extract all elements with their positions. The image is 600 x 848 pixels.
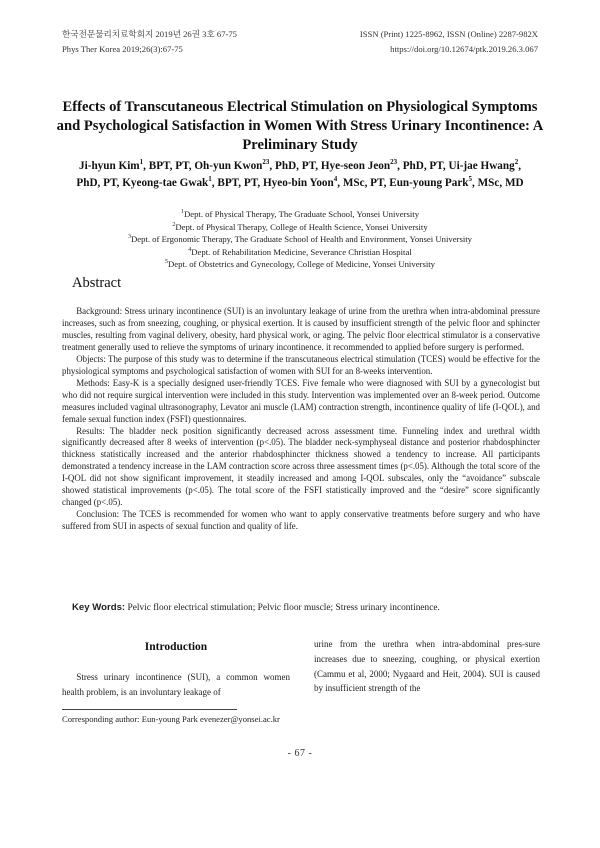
author-name: Hyeo-bin Yoon (262, 176, 334, 189)
author-affiliation-mark: 5 (468, 174, 473, 183)
affiliation (60, 258, 540, 271)
author-degrees: , MSc, MD (472, 176, 524, 189)
introduction-left-column (62, 670, 290, 700)
author (122, 174, 263, 189)
author-degrees: , BPT, PT, (143, 160, 195, 172)
introduction-right-text: urine from the urethra when intra-abdominal pres-sure increases due to sneezing, coughing, or physical exertion (Cammu et al, 2000; Nygaard and Heit, 2004). SUI is caused by insufficient strength of the (314, 639, 540, 694)
introduction-right-column (314, 637, 540, 696)
author-name: Eun-young Park (389, 176, 469, 189)
abstract-results: Results: The bladder neck position significantly decreased across assessment time. Funneling index and urethral width significantly decreased after 8 weeks of intervention (p<.05). The bladder neck-symphyseal distance and posterior rhabdosphincter thickness statistically increased and the anterior rhabdosphincter thickness showed a tendency to increase. All participants demonstrated a tendency increase in the LAM contraction score across three assessment times (p<.05). Although the total score of the I-QOL did not show significant improvement, it steadily increased and among I-QOL subscales, only the “avoidance” subscale showed statistical improvements (p<.05). The total score of the FSFI statistically improved and the “desire” score significantly changed (p<.05). (62, 425, 540, 508)
author-affiliation-mark: 2 (514, 158, 519, 166)
affiliation-text: Dept. of Physical Therapy, The Graduate School, Yonsei University (183, 209, 420, 219)
abstract-heading: Abstract (72, 275, 122, 291)
author-degrees: , BPT, PT, (211, 176, 263, 189)
keywords-text: Pelvic floor electrical stimulation; Pelvic floor muscle; Stress urinary incontinence. (125, 603, 440, 613)
journal-korean-citation: 한국전문물리치료학회지 2019년 26권 3호 67-75 (62, 29, 237, 39)
affiliation (60, 233, 540, 246)
affiliation (60, 208, 540, 221)
abstract-objects: Objects: The purpose of this study was to determine if the transcutaneous electrical stimulation (TCES) would be effective for the physiological symptoms and psychological satisfaction of women with SUI for an 8-weeks intervention. (62, 353, 540, 376)
author (194, 160, 320, 172)
affiliation-mark: 2 (172, 221, 176, 228)
introduction-left-text: Stress urinary incontinence (SUI), a common women health problem, is an involuntary leakage of (62, 672, 290, 697)
author-affiliation-mark: 23 (262, 158, 270, 166)
doi-link[interactable]: https://doi.org/10.12674/ptk.2019.26.3.067 (390, 43, 538, 54)
author-list (70, 158, 530, 191)
affiliation (60, 246, 540, 259)
abstract-body (62, 306, 540, 533)
paper-title: Effects of Transcutaneous Electrical Stimulation on Physiological Symptoms and Psychological Satisfaction in Women With Stress Urinary Incontinence: A Preliminary Study (56, 99, 544, 153)
affiliation-mark: 5 (164, 259, 168, 266)
author-degrees: , PhD, PT, (269, 160, 321, 172)
author-affiliation-mark: 23 (390, 158, 398, 166)
author-name: Kyeong-tae Gwak (122, 176, 209, 189)
author-name: Hye-seon Jeon (320, 160, 391, 172)
affiliation-text: Dept. of Obstetrics and Gynecology, College of Medicine, Yonsei University (167, 259, 435, 270)
author-affiliation-mark: 4 (333, 174, 338, 183)
author-degrees: , PhD, PT, (76, 160, 521, 189)
affiliation-text: Dept. of Ergonomic Therapy, The Graduate School of Health and Environment, Yonsei University (130, 234, 473, 245)
page-number: - 67 - (287, 748, 313, 759)
abstract-methods: Methods: Easy-K is a specially designed user-friendly TCES. Five female who were diagnosed with SUI by a gynecologist but who did not require surgical intervention were included in this study. Intervention was implemented over an 8-week period. Outcome measures included vaginal ultrasonography, Levator ani muscle (LAM) contraction strength, incontinence quality of life (I-QOL), and female sexual function index (FSFI) questionnaires. (62, 377, 540, 424)
journal-citation: Phys Ther Korea 2019;26(3):67-75 (62, 43, 183, 54)
corresponding-author-footnote: Corresponding author: Eun-young Park evenezer@yonsei.ac.kr (62, 714, 280, 724)
author (79, 160, 194, 172)
issn: ISSN (Print) 1225-8962, ISSN (Online) 2287-982X (359, 29, 538, 39)
keywords-label: Key Words: (72, 602, 126, 613)
affiliation-text: Dept. of Physical Therapy, College of Health Science, Yonsei University (175, 221, 428, 232)
author (389, 174, 524, 189)
affiliation (60, 221, 540, 234)
author-degrees: , PhD, PT, (397, 160, 449, 172)
author-name: Oh-yun Kwon (194, 160, 263, 172)
affiliation-mark: 4 (188, 246, 192, 253)
introduction-heading: Introduction (144, 641, 208, 653)
author (321, 160, 449, 172)
author-affiliation-mark: 1 (208, 174, 212, 183)
footnote-divider (62, 709, 237, 710)
affiliation-text: Dept. of Rehabilitation Medicine, Severance Christian Hospital (191, 246, 412, 257)
author-name: Ji-hyun Kim (79, 160, 140, 172)
author-degrees: , MSc, PT, (337, 176, 390, 189)
affiliation-mark: 1 (180, 209, 184, 215)
author (262, 174, 390, 189)
affiliation-list (60, 208, 540, 271)
author-name: Ui-jae Hwang (448, 160, 515, 172)
abstract-conclusion: Conclusion: The TCES is recommended for women who want to apply conservative treatments before surgery and who have suffered from SUI in aspects of sexual function and quality of life. (62, 509, 540, 532)
affiliation-mark: 3 (127, 234, 131, 241)
author-affiliation-mark: 1 (139, 158, 144, 166)
keywords (72, 602, 540, 614)
running-header (62, 27, 538, 56)
abstract-background: Background: Stress urinary incontinence (SUI) is an involuntary leakage of urine from the urethra when intra-abdominal pressure increases, such as from sneezing, coughing, or physical exertion. It is caused by insufficient strength of the pelvic floor and sphincter muscles, resulting from vaginal delivery, obesity, hard physical work, or aging. The pelvic floor electrical stimulator is a conservative treatment generally used to relieve the symptoms of urinary incontinence. it recommended to applied before surgery is performed. (62, 306, 540, 352)
